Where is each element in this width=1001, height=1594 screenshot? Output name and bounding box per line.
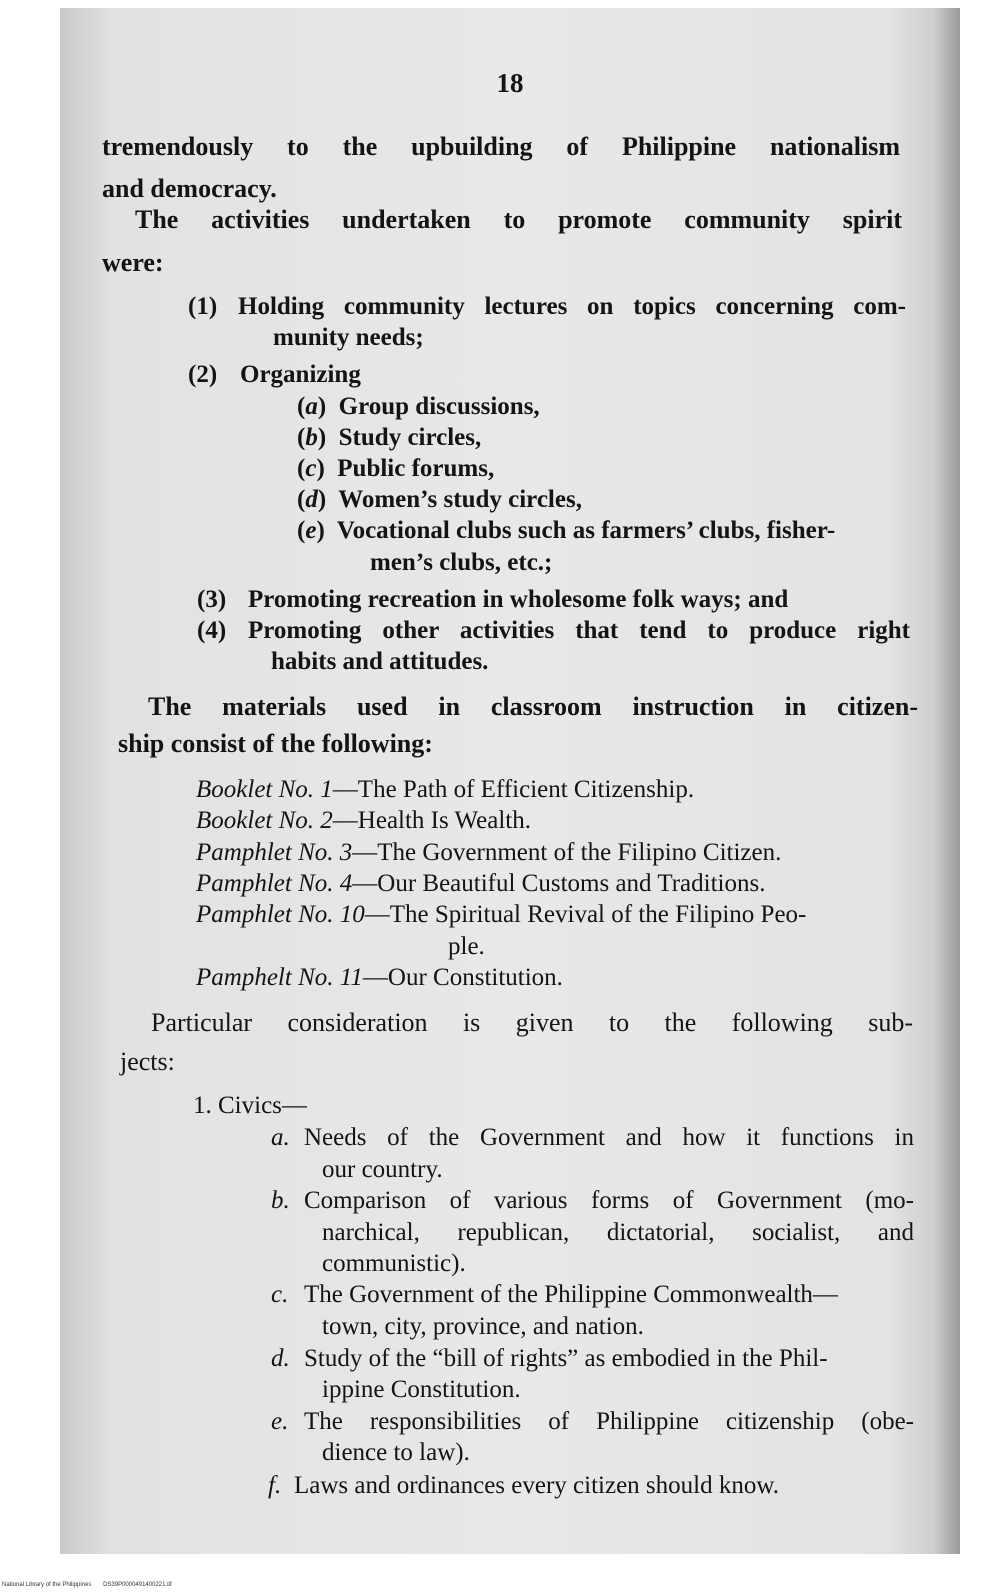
document-page [60,8,960,1554]
civics-item-d-line1: Study of the “bill of rights” as embodied in the Phil- [304,1345,828,1372]
footer-code: DS39P0000491400221.tif [103,1582,172,1588]
activity-3-number: (3) [197,586,227,613]
activity-1-line2: munity needs; [273,324,424,351]
civics-item-letter: a. [271,1124,290,1151]
civics-item-letter: f. [268,1472,282,1499]
civics-item-letter: e. [271,1408,289,1435]
organizing-d: (d) Women’s study circles, [297,486,582,513]
civics-item-letter: b. [271,1187,290,1214]
civics-item-c-line2: town, city, province, and nation. [322,1313,644,1340]
civics-item-f-line1: Laws and ordinances every citizen should know. [294,1472,780,1499]
civics-item-b-line3: communistic). [322,1250,466,1277]
activity-2-line1: Organizing [240,361,361,388]
civics-item-c-line1: The Government of the Philippine Commonwealth— [304,1281,838,1308]
material-item: Pamphlet No. 4—Our Beautiful Customs and Traditions. [196,870,766,897]
activity-4-number: (4) [197,617,227,644]
civics-item-e-line2: dience to law). [322,1439,470,1466]
para2-line1: The activities undertaken to promote community spirit [135,205,902,234]
material-item: Booklet No. 2—Health Is Wealth. [196,807,531,834]
civics-heading: 1. Civics— [193,1092,307,1119]
civics-item-letter: c. [271,1281,289,1308]
footer-library: National Library of the Philippines [2,1582,92,1588]
civics-item-d-line2: ippine Constitution. [322,1376,521,1403]
activity-1-number: (1) [188,293,218,320]
activity-3-line1: Promoting recreation in wholesome folk ways; and [248,586,789,613]
material-item: Pamphelt No. 11—Our Constitution. [196,964,563,991]
civics-item-e-line1: The responsibilities of Philippine citizenship (obe- [304,1408,914,1435]
activity-2-number: (2) [188,361,218,388]
civics-item-a-line2: our country. [322,1156,443,1183]
civics-item-letter: d. [271,1345,290,1372]
organizing-c: (c) Public forums, [297,455,495,482]
activity-4-line1: Promoting other activities that tend to produce right [248,617,910,644]
material-item-continuation: ple. [448,933,485,960]
activity-4-line2: habits and attitudes. [271,648,489,675]
material-item: Pamphlet No. 3—The Government of the Filipino Citizen. [196,839,782,866]
scan-footer [2,1582,182,1588]
organizing-e: (e) Vocational clubs such as farmers’ clubs, fisher- [297,517,836,544]
page-number: 18 [496,68,524,98]
para4-line1: Particular consideration is given to the following sub- [151,1008,913,1037]
material-item: Booklet No. 1—The Path of Efficient Citizenship. [196,776,695,803]
para1-line2: and democracy. [102,174,277,203]
organizing-e-line2: men’s clubs, etc.; [370,549,553,576]
organizing-b: (b) Study circles, [297,424,482,451]
organizing-a: (a) Group discussions, [297,393,540,420]
material-item: Pamphlet No. 10—The Spiritual Revival of the Filipino Peo- [196,901,807,928]
civics-item-b-line1: Comparison of various forms of Government (mo- [304,1187,914,1214]
para2-line2: were: [102,248,164,277]
activity-1-line1: Holding community lectures on topics concerning com- [238,293,906,320]
para1-line1: tremendously to the upbuilding of Philippine nationalism [102,132,900,161]
civics-item-b-line2: narchical, republican, dictatorial, socialist, and [322,1219,914,1246]
para3-line2: ship consist of the following: [118,729,433,758]
civics-item-a-line1: Needs of the Government and how it functions in [304,1124,914,1151]
para4-line2: jects: [120,1047,175,1076]
para3-line1: The materials used in classroom instruction in citizen- [148,692,918,721]
